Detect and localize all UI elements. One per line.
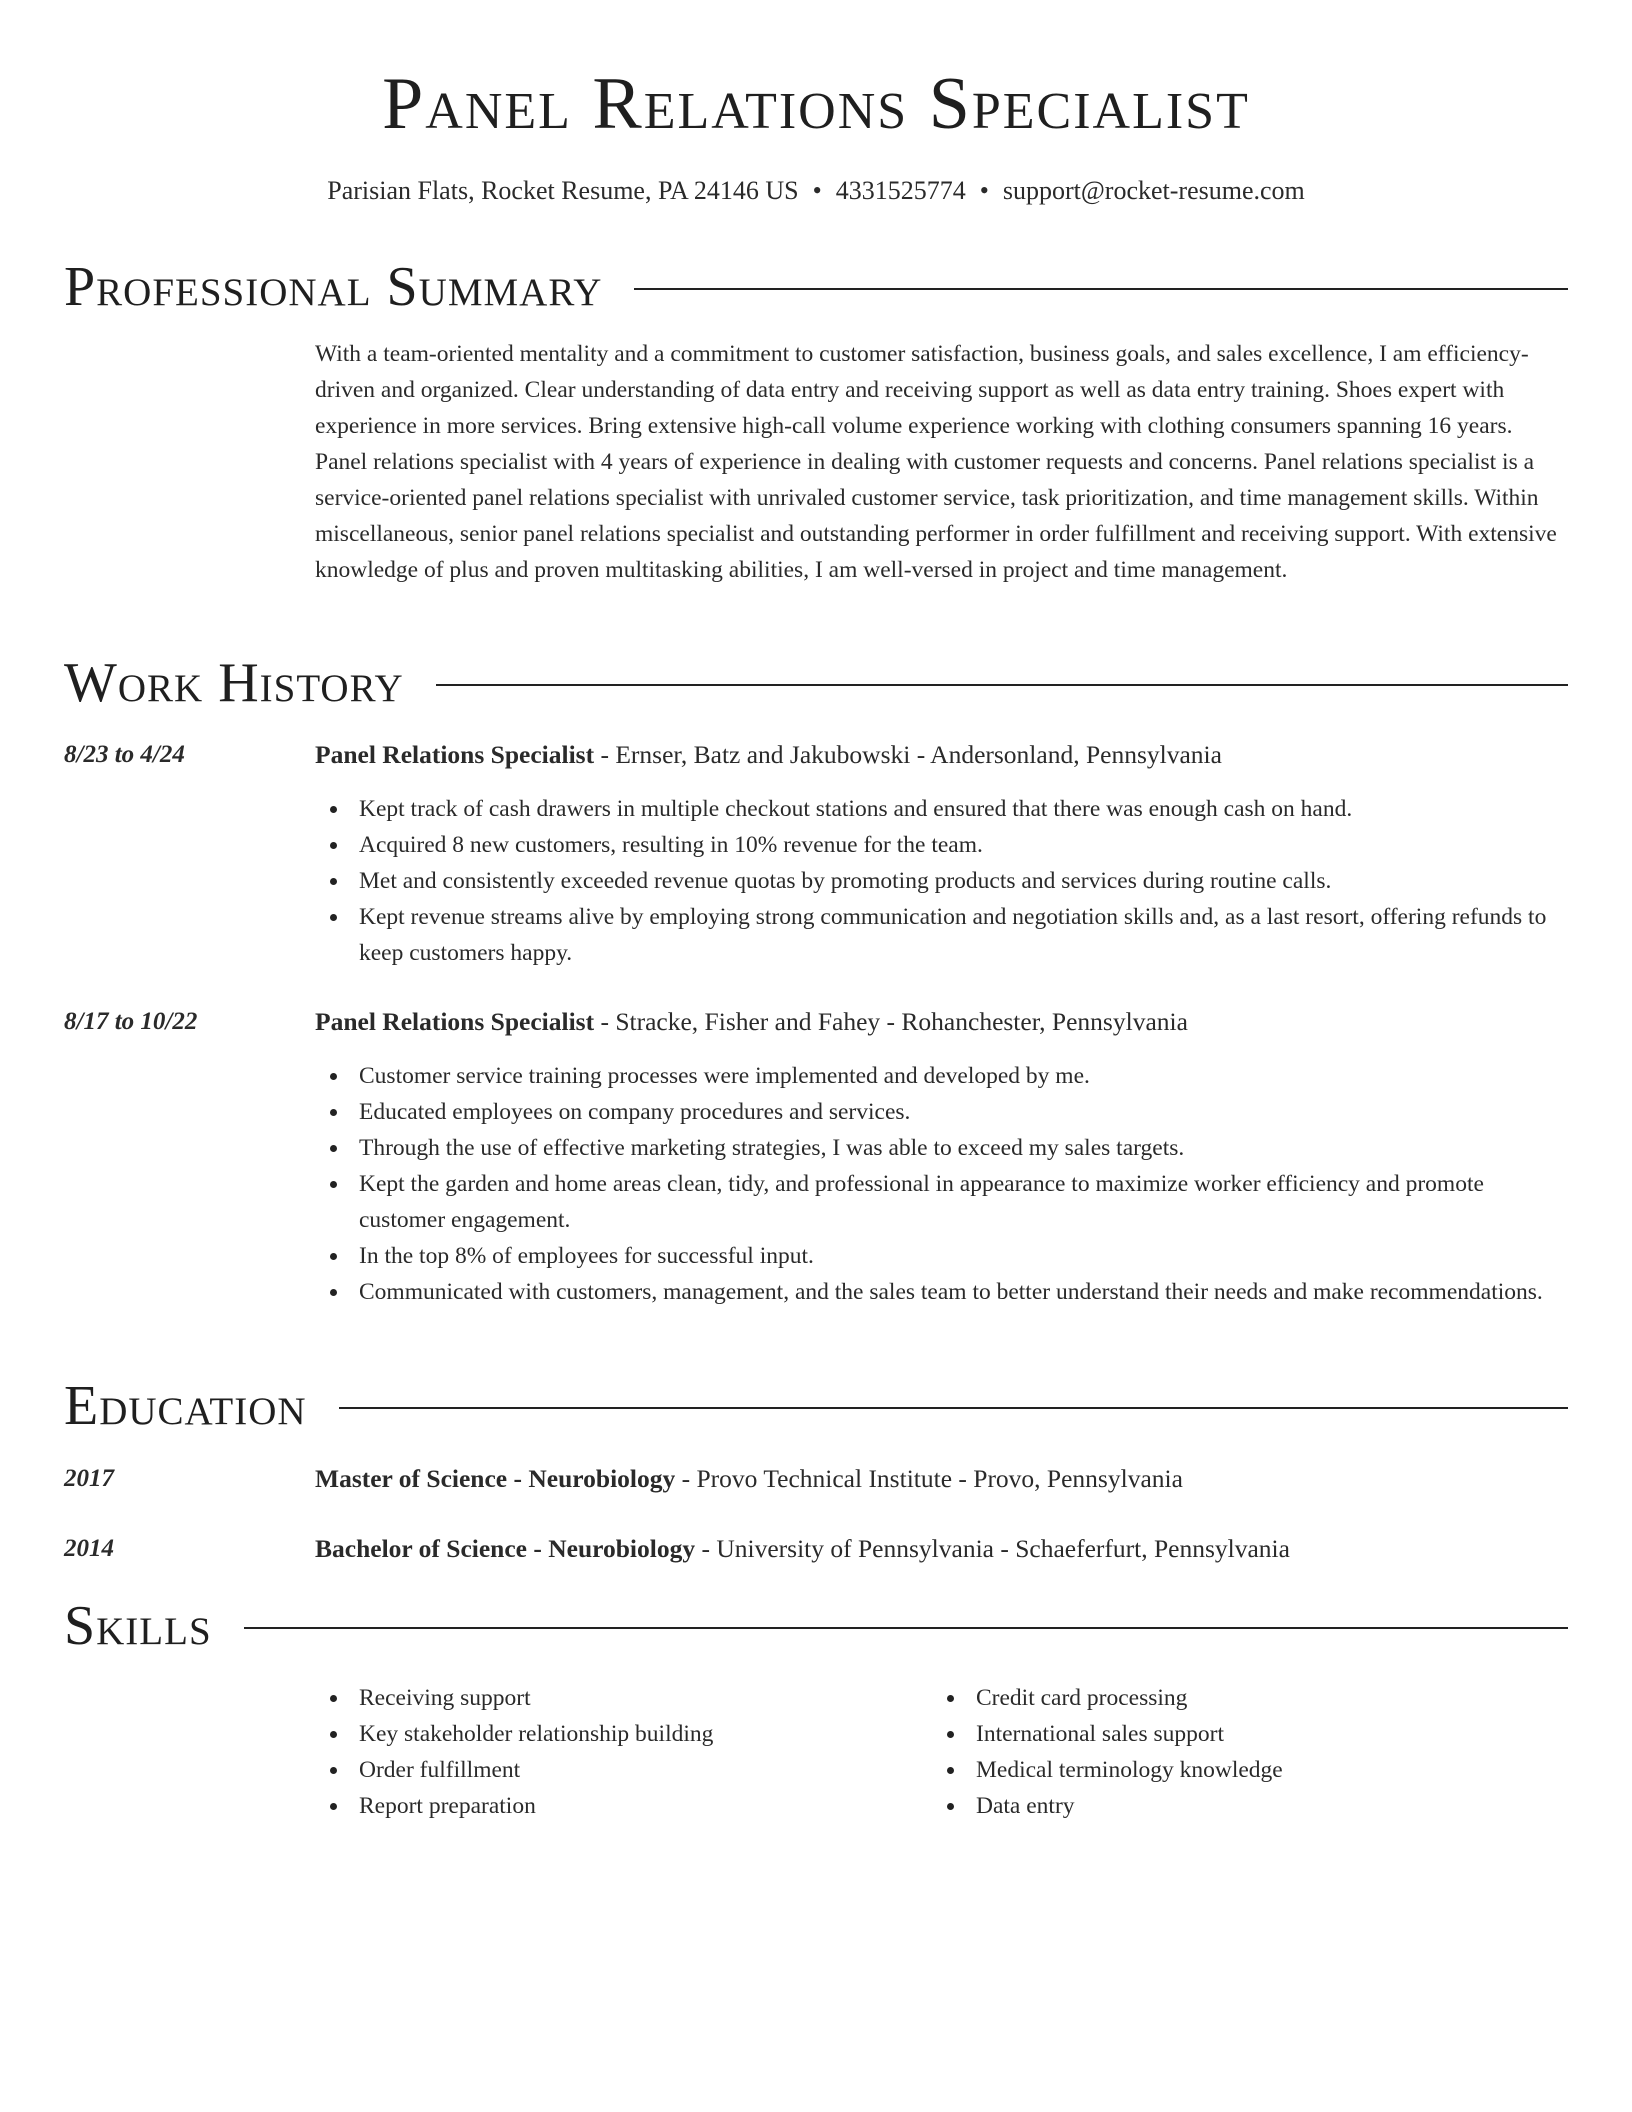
job-bullet: Communicated with customers, management, and the sales team to better understand their needs and make recommendations.	[359, 1274, 1568, 1310]
skill-item: Order fulfillment	[359, 1752, 875, 1788]
education-degree: Master of Science - Neurobiology	[315, 1464, 676, 1493]
job-dates: 8/23 to 4/24	[64, 741, 185, 768]
job-bullet: Customer service training processes were implemented and developed by me.	[359, 1058, 1568, 1094]
contact-line	[64, 174, 1568, 208]
education-year: 2014	[64, 1535, 114, 1562]
job-bullet: Kept the garden and home areas clean, tidy, and professional in appearance to maximize worker efficiency and promote customer engagement.	[359, 1166, 1568, 1238]
job-employer-location: - Stracke, Fisher and Fahey - Rohanchester, Pennsylvania	[594, 1007, 1188, 1036]
job-bullet: Through the use of effective marketing strategies, I was able to exceed my sales targets.	[359, 1130, 1568, 1166]
section-title-education: Education	[64, 1375, 307, 1437]
section-header-summary	[64, 252, 1568, 322]
section-divider	[339, 1407, 1568, 1409]
contact-email[interactable]: support@rocket-resume.com	[1002, 176, 1305, 205]
skill-item: Receiving support	[359, 1680, 875, 1716]
resume-name: Panel Relations Specialist	[382, 63, 1250, 145]
skill-item: Data entry	[976, 1788, 1492, 1824]
section-title-summary: Professional Summary	[64, 256, 603, 318]
education-heading	[315, 1461, 1568, 1497]
summary-text: With a team-oriented mentality and a commitment to customer satisfaction, business goals, and sales excellence, I am efficiency-driven and organized. Clear understanding of data entry and receiving support as well as data entry training. Shoes expert with experience in more services. Bring extensive high-call volume experience working with clothing consumers spanning 16 years. Panel relations specialist with 4 years of experience in dealing with customer requests and concerns. Panel relations specialist is a service-oriented panel relations specialist with unrivaled customer service, task prioritization, and time management skills. Within miscellaneous, senior panel relations specialist and outstanding performer in order fulfillment and receiving support. With extensive knowledge of plus and proven multitasking abilities, I am well-versed in project and time management.	[315, 341, 1557, 583]
skills-column-right	[932, 1680, 1492, 1824]
section-header-work-history	[64, 648, 1568, 718]
job-dates: 8/17 to 10/22	[64, 1008, 198, 1035]
section-header-education	[64, 1371, 1568, 1441]
skill-item: Key stakeholder relationship building	[359, 1716, 875, 1752]
job-bullet: Acquired 8 new customers, resulting in 10% revenue for the team.	[359, 827, 1568, 863]
education-heading	[315, 1531, 1568, 1567]
job-bullets-2	[315, 1058, 1568, 1310]
section-divider	[634, 288, 1568, 290]
education-year: 2017	[64, 1465, 114, 1492]
skill-item: Credit card processing	[976, 1680, 1492, 1716]
section-divider	[244, 1627, 1568, 1629]
skill-item: Report preparation	[359, 1788, 875, 1824]
job-bullet: Kept track of cash drawers in multiple checkout stations and ensured that there was enough cash on hand.	[359, 791, 1568, 827]
skills-column-left	[315, 1680, 875, 1824]
job-bullet: Met and consistently exceeded revenue quotas by promoting products and services during routine calls.	[359, 863, 1568, 899]
job-bullet: Educated employees on company procedures and services.	[359, 1094, 1568, 1130]
contact-separator: •	[979, 176, 989, 205]
education-school-location: - Provo Technical Institute - Provo, Pennsylvania	[675, 1464, 1183, 1493]
job-bullet: In the top 8% of employees for successful input.	[359, 1238, 1568, 1274]
job-employer-location: - Ernser, Batz and Jakubowski - Andersonland, Pennsylvania	[594, 740, 1222, 769]
education-school-location: - University of Pennsylvania - Schaeferfurt, Pennsylvania	[695, 1534, 1290, 1563]
skill-item: International sales support	[976, 1716, 1492, 1752]
contact-phone: 4331525774	[835, 176, 966, 205]
contact-address: Parisian Flats, Rocket Resume, PA 24146 US	[327, 176, 799, 205]
contact-separator: •	[812, 176, 822, 205]
education-degree: Bachelor of Science - Neurobiology	[315, 1534, 696, 1563]
job-heading	[315, 1004, 1568, 1040]
skill-item: Medical terminology knowledge	[976, 1752, 1492, 1788]
section-divider	[436, 684, 1568, 686]
job-bullet: Kept revenue streams alive by employing strong communication and negotiation skills and, as a last resort, offering refunds to keep customers happy.	[359, 899, 1568, 971]
section-header-skills	[64, 1591, 1568, 1661]
job-title: Panel Relations Specialist	[315, 1007, 595, 1036]
job-title: Panel Relations Specialist	[315, 740, 595, 769]
section-title-skills: Skills	[64, 1595, 212, 1657]
section-title-work-history: Work History	[64, 652, 404, 714]
job-bullets-1	[315, 791, 1568, 971]
job-heading	[315, 737, 1568, 773]
